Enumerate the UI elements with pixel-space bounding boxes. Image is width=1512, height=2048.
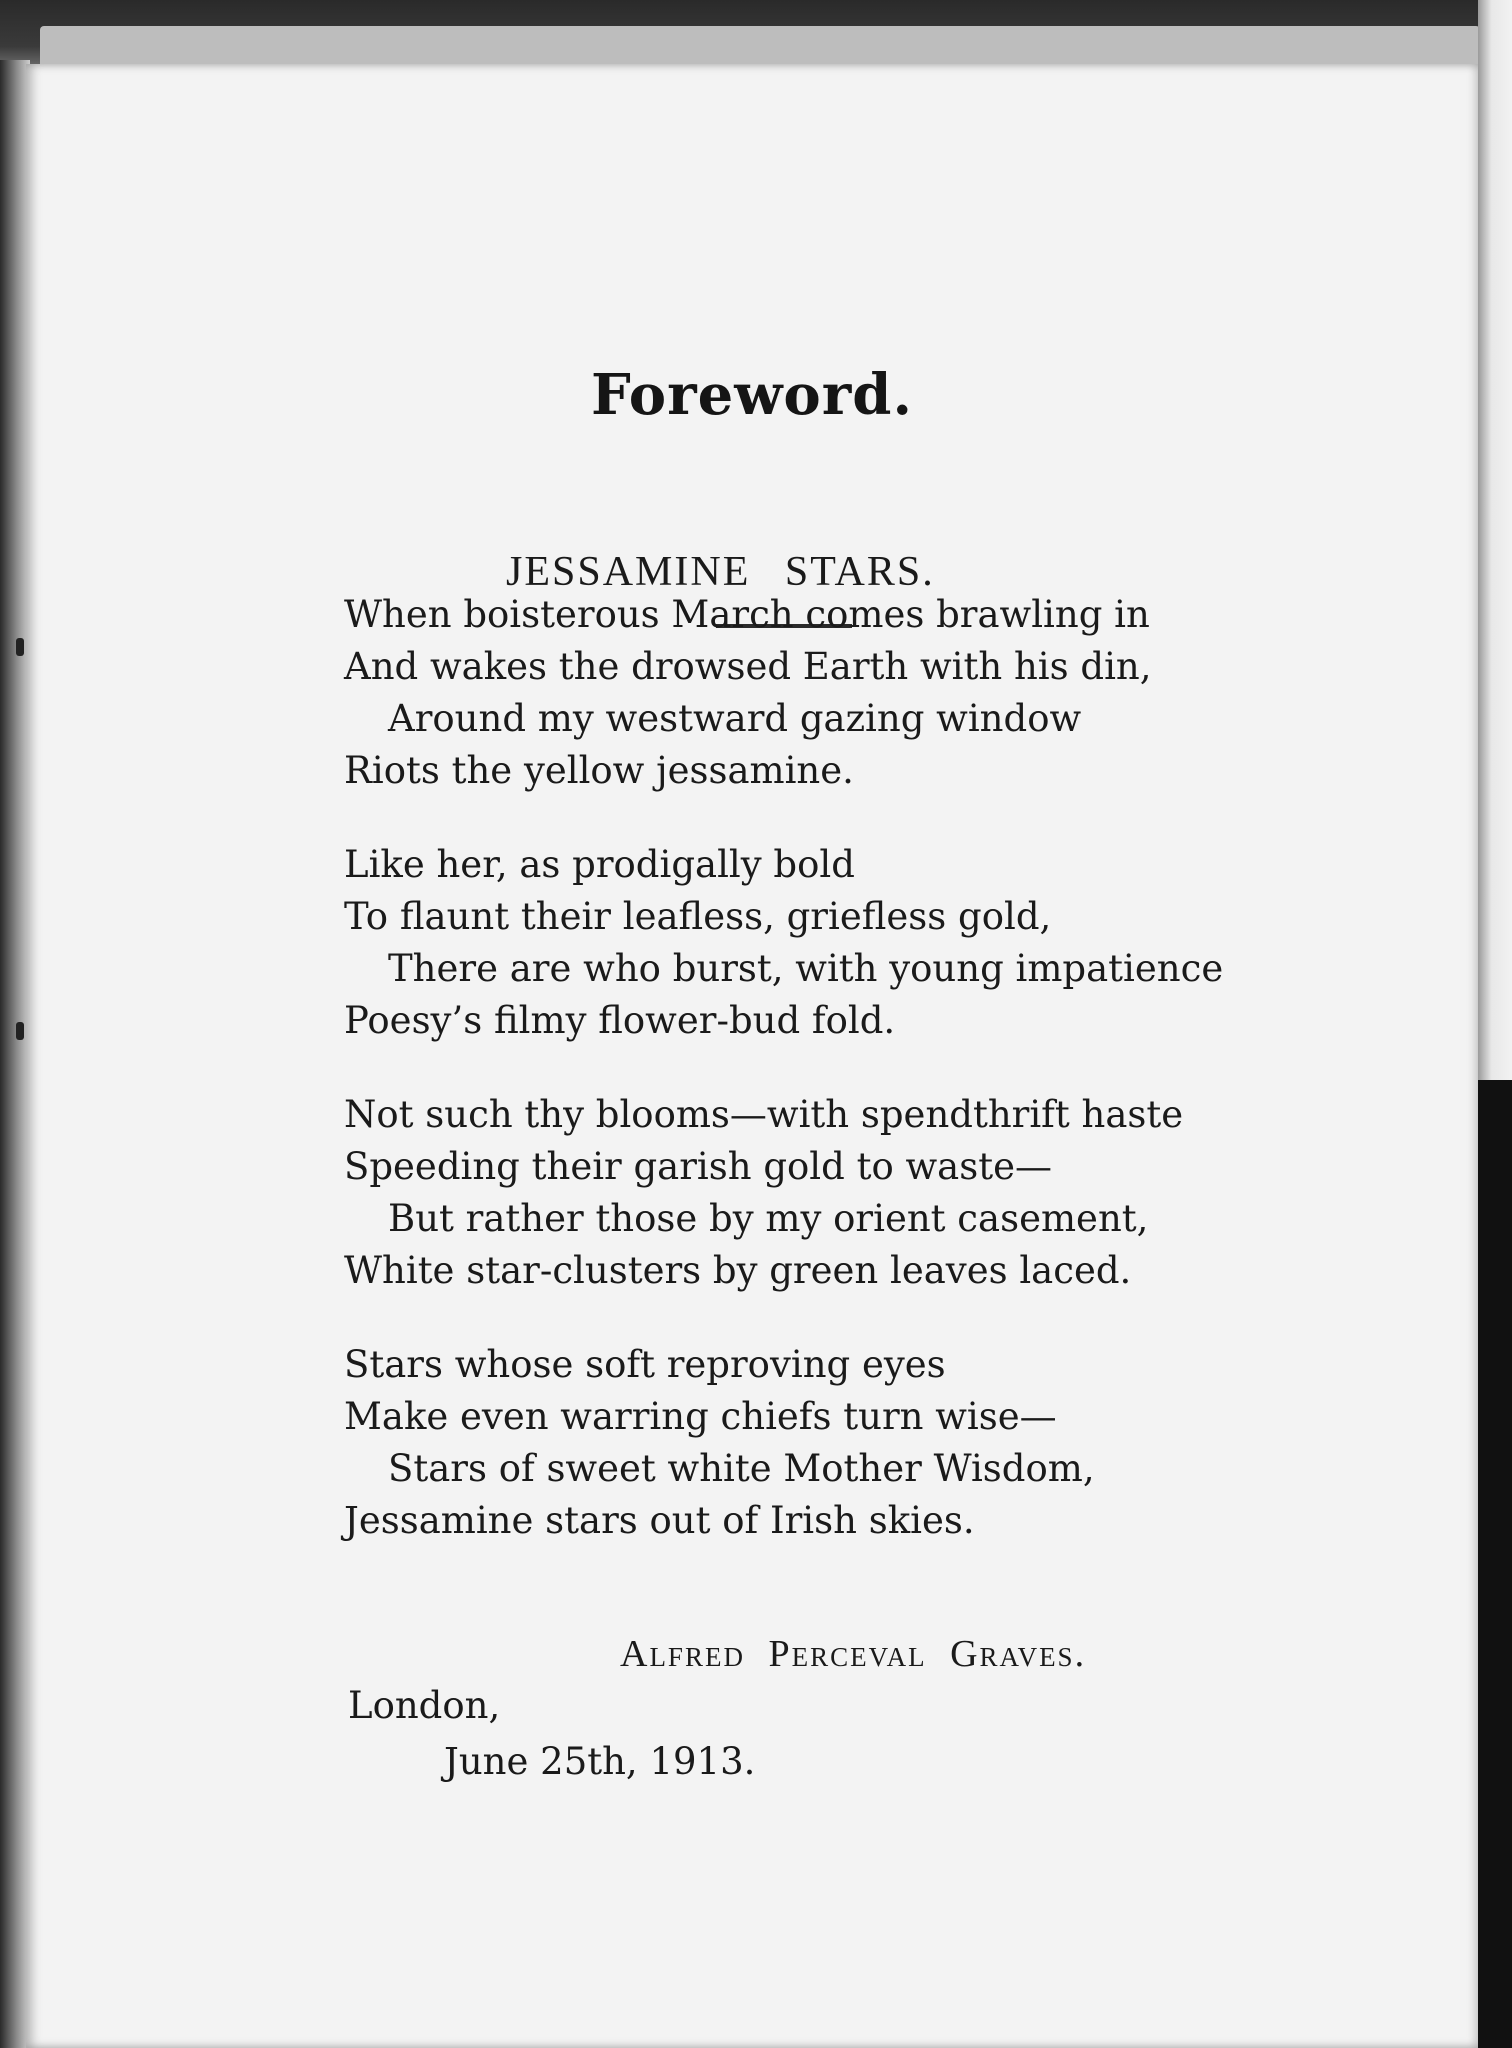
poem-author: Alfred Perceval Graves. <box>620 1633 1087 1675</box>
scan-right-edge <box>1478 0 1512 1080</box>
poem-line: Not such thy blooms—with spendthrift haste <box>344 1093 1184 1136</box>
poem-line: White star-clusters by green leaves laced. <box>344 1249 1132 1292</box>
poem-line: But rather those by my orient casement, <box>388 1197 1149 1240</box>
poem-line: Riots the yellow jessamine. <box>344 749 854 792</box>
poem-line: There are who burst, with young impatience <box>388 947 1224 990</box>
binding-thread-mark <box>16 638 24 656</box>
book-page <box>26 64 1478 2048</box>
scan-right-dark-edge <box>1478 1080 1512 2048</box>
poem-line: Poesy’s filmy flower-bud fold. <box>344 999 896 1042</box>
signature-place: London, <box>348 1684 501 1727</box>
poem-line: Stars whose soft reproving eyes <box>344 1343 946 1386</box>
poem-line: To flaunt their leafless, griefless gold, <box>344 895 1052 938</box>
page-heading: Foreword. <box>591 362 913 428</box>
poem-line: Like her, as prodigally bold <box>344 843 855 886</box>
poem-line: Around my westward gazing window <box>388 697 1082 740</box>
poem-line: Stars of sweet white Mother Wisdom, <box>388 1447 1095 1490</box>
poem-line: Make even warring chiefs turn wise— <box>344 1395 1057 1438</box>
binding-thread-mark <box>16 1022 24 1040</box>
poem-line: When boisterous March comes brawling in <box>344 593 1150 636</box>
poem-line: And wakes the drowsed Earth with his din, <box>344 645 1152 688</box>
poem-title: JESSAMINE STARS. <box>506 549 935 595</box>
poem-line: Jessamine stars out of Irish skies. <box>344 1499 975 1542</box>
signature-date: June 25th, 1913. <box>444 1740 756 1783</box>
poem-line: Speeding their garish gold to waste— <box>344 1145 1052 1188</box>
